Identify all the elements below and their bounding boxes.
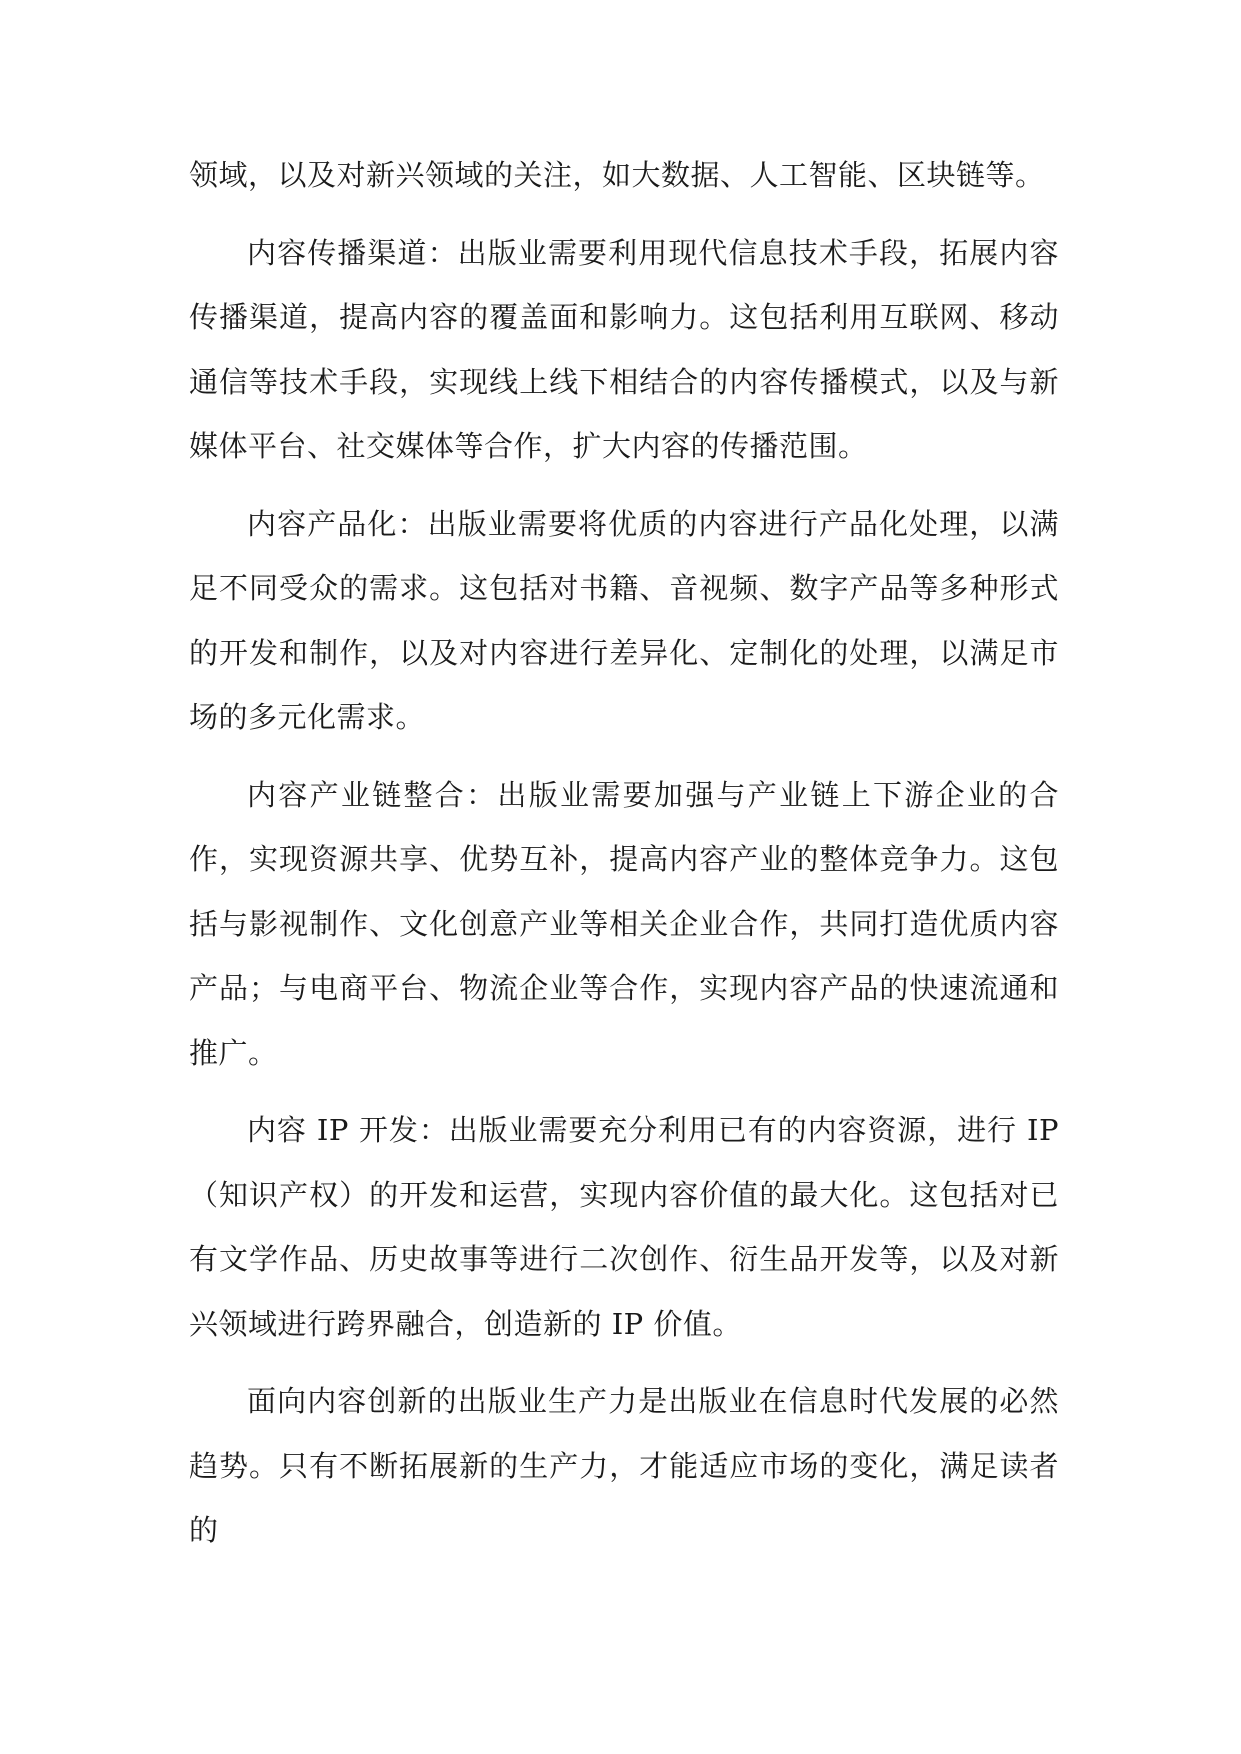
paragraph-continuation: 领域，以及对新兴领域的关注，如大数据、人工智能、区块链等。 xyxy=(189,158,1045,192)
paragraph-content-productization: 内容产品化：出版业需要将优质的内容进行产品化处理，以满足不同受众的需求。这包括对书籍、音视频、数字产品等多种形式的开发和制作，以及对内容进行差异化、定制化的处理，以满足市场的多元化需求。 xyxy=(189,506,1059,734)
body-text xyxy=(189,143,1059,1576)
paragraph-industry-chain-integration: 内容产业链整合：出版业需要加强与产业链上下游企业的合作，实现资源共享、优势互补，提高内容产业的整体竞争力。这包括与影视制作、文化创意产业等相关企业合作，共同打造优质内容产品；与电商平台、物流企业等合作，实现内容产品的快速流通和推广。 xyxy=(189,777,1059,1070)
paragraph-ip-development: 内容 IP 开发：出版业需要充分利用已有的内容资源，进行 IP（知识产权）的开发和运营，实现内容价值的最大化。这包括对已有文学作品、历史故事等进行二次创作、衍生品开发等，以及对新兴领域进行跨界融合，创造新的 IP 价值。 xyxy=(189,1113,1059,1341)
paragraph-conclusion: 面向内容创新的出版业生产力是出版业在信息时代发展的必然趋势。只有不断拓展新的生产力，才能适应市场的变化，满足读者的 xyxy=(189,1384,1059,1547)
paragraph-content-distribution: 内容传播渠道：出版业需要利用现代信息技术手段，拓展内容传播渠道，提高内容的覆盖面和影响力。这包括利用互联网、移动通信等技术手段，实现线上线下相结合的内容传播模式，以及与新媒体平台、社交媒体等合作，扩大内容的传播范围。 xyxy=(189,235,1059,463)
